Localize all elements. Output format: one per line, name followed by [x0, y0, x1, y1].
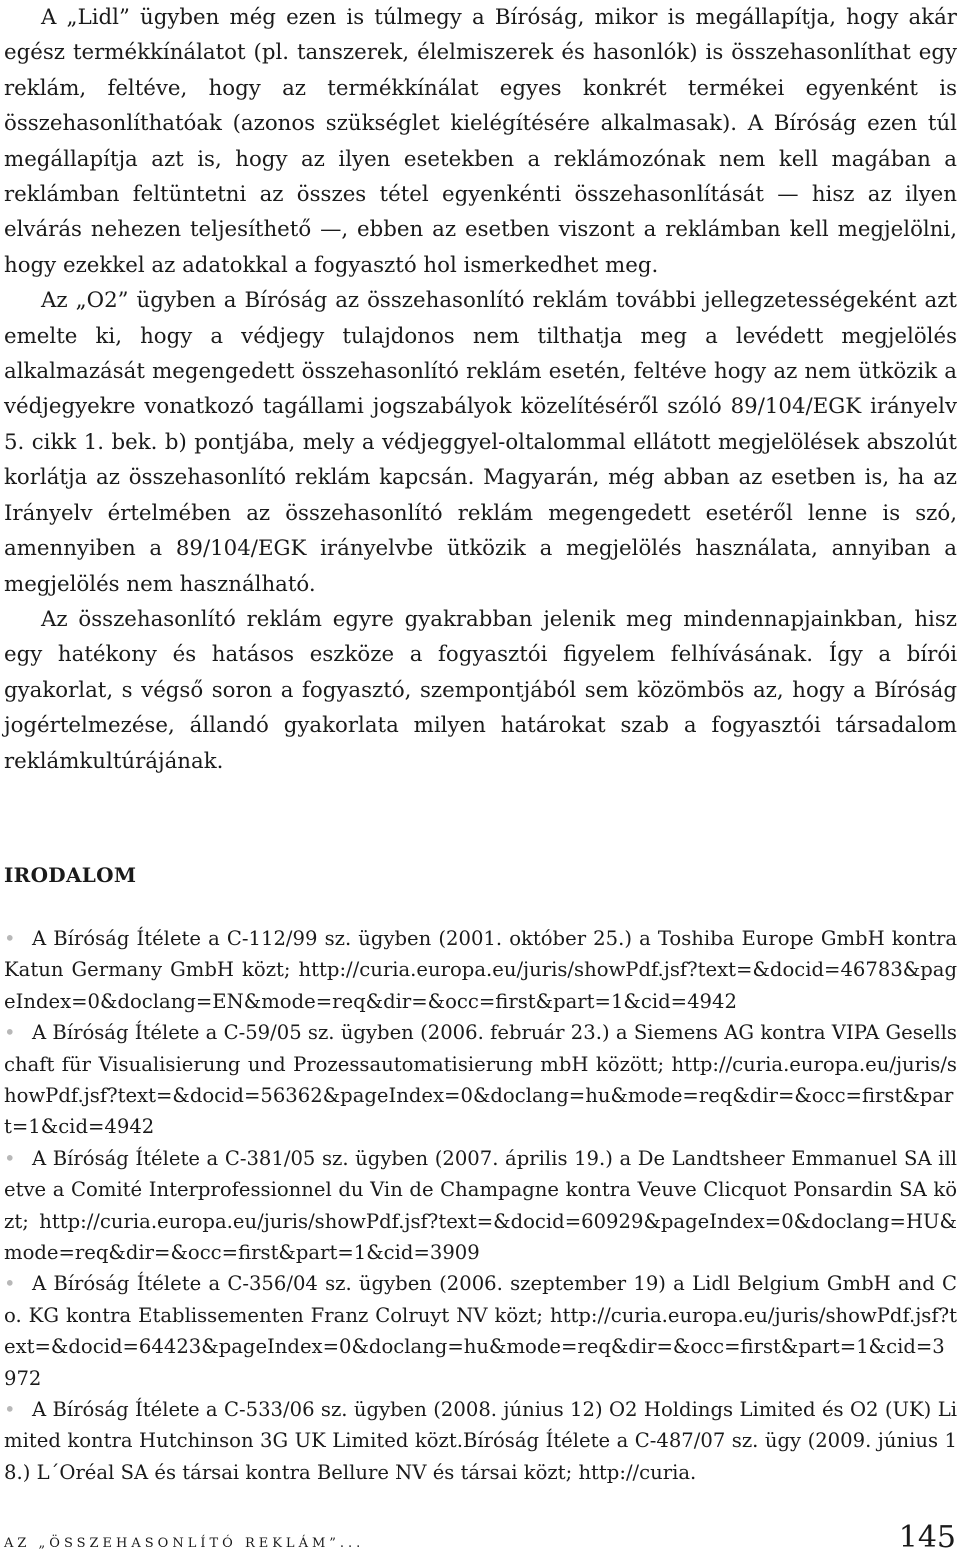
- references-heading: IRODALOM: [4, 862, 137, 887]
- body-paragraph-2: Az „O2” ügyben a Bíróság az összehasonlító reklám további jellegzetességeként azt emelte ki, hogy a védjegy tulajdonos nem tilthatja meg a levédett megjelölés alkalmazását megengedett összehasonlító reklám esetén, feltéve hogy az nem ütközik a védjegyekre vonatkozó tagállami jogszabályok közelítéséről szóló 89/104/EGK irányelv 5. cikk 1. bek. b) pontjába, mely a védjeggyel-oltalommal ellátott megjelölések abszolút korlátja az összehasonlító reklám kapcsán. Magyarán, még abban az esetben is, ha az Irányelv értelmében az összehasonlító reklám megengedett esetéről lenne is szó, amennyiben a 89/104/EGK irányelvbe ütközik a megjelölés használata, annyiban a megjelölés nem használható.: [4, 288, 957, 597]
- reference-item: [4, 1268, 957, 1394]
- reference-item: [4, 923, 957, 1017]
- reference-text: A Bíróság Ítélete a C-381/05 sz. ügyben (2007. április 19.) a De Landtsheer Emmanuel SA illetve a Comité Interprofessionnel du Vin de Champagne kontra Veuve Clicquot Ponsardin SA közt; http://curia.europa.eu/juris/showPdf.jsf?text=&docid=60929&pageIndex=0&doclang=HU&mode=req&dir=&occ=first&part=1&cid=3909: [4, 1146, 957, 1264]
- bullet-icon: •: [4, 1272, 16, 1296]
- page-footer: [4, 1515, 956, 1555]
- reference-text: A Bíróság Ítélete a C-112/99 sz. ügyben (2001. október 25.) a Toshiba Europe GmbH kontra Katun Germany GmbH közt; http://curia.europa.eu/juris/showPdf.jsf?text=&docid=46783&pageIndex=0&doclang=EN&mode=req&dir=&occ=first&part=1&cid=4942: [4, 926, 957, 1013]
- page-number: 145: [898, 1520, 956, 1555]
- reference-item: [4, 1017, 957, 1143]
- body-paragraph-1: A „Lidl” ügyben még ezen is túlmegy a Bíróság, mikor is megállapítja, hogy akár egész termékkínálatot (pl. tanszerek, élelmiszerek és hasonlók) is összehasonlíthat egy reklám, feltéve, hogy az termékkínálat egyes konkrét termékei egyenként is összehasonlíthatóak (azonos szükséglet kielégítésére alkalmasak). A Bíróság ezen túl megállapítja azt is, hogy az ilyen esetekben a reklámozónak nem kell magában a reklámban feltüntetni az összes tétel egyenkénti összehasonlítását — hisz az ilyen elvárás nehezen teljesíthető —, ebben az esetben viszont a reklámban kell megjelölni, hogy ezekkel az adatokkal a fogyasztó hol ismerkedhet meg.: [4, 5, 957, 278]
- bullet-icon: •: [4, 1398, 16, 1422]
- running-title: AZ „ÖSSZEHASONLÍTÓ REKLÁM”...: [4, 1536, 365, 1551]
- reference-item: [4, 1143, 957, 1269]
- reference-text: A Bíróság Ítélete a C-356/04 sz. ügyben (2006. szeptember 19) a Lidl Belgium GmbH and Co. KG kontra Etablissementen Franz Colruyt NV közt; http://curia.europa.eu/juris/showPdf.jsf?text=&docid=64423&pageIndex=0&doclang=hu&mode=req&dir=&occ=first&part=1&cid=3972: [4, 1272, 957, 1390]
- reference-item: [4, 1394, 957, 1488]
- document-page: [4, 0, 957, 1488]
- references-list: [4, 923, 957, 1488]
- bullet-icon: •: [4, 926, 16, 950]
- reference-text: A Bíróság Ítélete a C-59/05 sz. ügyben (2006. február 23.) a Siemens AG kontra VIPA Gesellschaft für Visualisierung und Prozessautomatisierung mbH között; http://curia.europa.eu/juris/showPdf.jsf?text=&docid=56362&pageIndex=0&doclang=hu&mode=req&dir=&occ=first&part=1&cid=4942: [4, 1021, 957, 1139]
- bullet-icon: •: [4, 1146, 16, 1170]
- body-paragraph-3: Az összehasonlító reklám egyre gyakrabban jelenik meg mindennapjainkban, hisz egy hatékony és hatásos eszköze a fogyasztói figyelem felhívásának. Így a bírói gyakorlat, s végső soron a fogyasztó, szempontjából sem közömbös az, hogy a Bíróság jogértelmezése, állandó gyakorlata milyen határokat szab a fogyasztói társadalom reklámkultúrájának.: [4, 606, 957, 774]
- reference-text: A Bíróság Ítélete a C-533/06 sz. ügyben (2008. június 12) O2 Holdings Limited és O2 (UK) Limited kontra Hutchinson 3G UK Limited közt.Bíróság Ítélete a C-487/07 sz. ügy (2009. június 18.) L´Oréal SA és társai kontra Bellure NV és társai közt; http://curia.: [4, 1398, 957, 1484]
- bullet-icon: •: [4, 1021, 16, 1045]
